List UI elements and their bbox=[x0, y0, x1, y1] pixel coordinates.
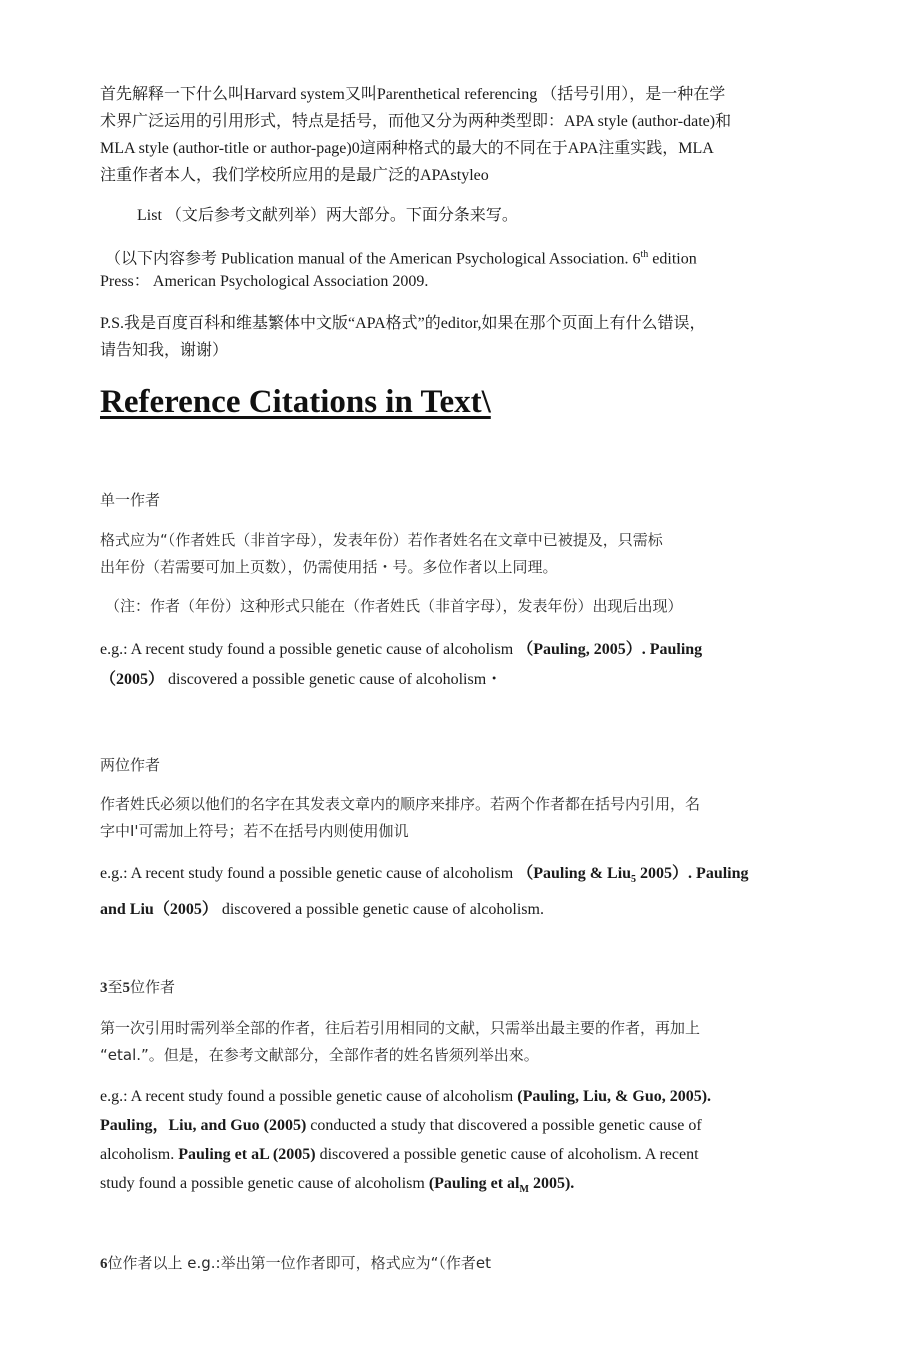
text-span: （以下内容参考 Publication manual of the American Psychological Association. 6 bbox=[105, 250, 641, 268]
superscript: th bbox=[640, 249, 649, 260]
text-line bbox=[100, 1140, 820, 1169]
text-line: 第一次引用时需列举全部的作者，往后若引用相同的文献，只需举出最主要的作者，再加上 bbox=[100, 1019, 701, 1037]
text-line bbox=[100, 895, 830, 925]
text-line bbox=[100, 665, 820, 695]
citation bbox=[517, 865, 749, 886]
single-author-note: （注：作者（年份）这种形式只能在（作者姓氏（非首字母），发表年份）出现后出现） bbox=[105, 597, 683, 615]
text-span: discovered a possible genetic cause of alcoholism. A recent bbox=[319, 1146, 699, 1163]
text-line bbox=[100, 635, 820, 665]
subscript: 5 bbox=[631, 874, 637, 886]
text-span: 3 bbox=[100, 980, 108, 996]
citation bbox=[428, 1175, 575, 1196]
text-line: 首先解释一下什么叫Harvard system又叫Parenthetical referencing （括号引用），是一种在学 bbox=[100, 86, 726, 103]
text-span: 位作者以上 e.g.:举出第一位作者即可，格式应为“（作者et bbox=[107, 1254, 491, 1272]
text-span: 2005）. Pauling bbox=[636, 865, 749, 882]
section-title-two-authors: 两位作者 bbox=[100, 756, 161, 774]
text-span: 位作者 bbox=[130, 978, 176, 996]
text-line bbox=[100, 1111, 820, 1140]
text-span: e.g.: A recent study found a possible genetic cause of alcoholism bbox=[100, 641, 514, 658]
text-line bbox=[100, 859, 830, 895]
text-span: e.g.: A recent study found a possible genetic cause of alcoholism bbox=[100, 1088, 514, 1105]
text-span: discovered a possible genetic cause of alcoholism・ bbox=[168, 671, 503, 688]
text-line: 作者姓氏必须以他们的名字在其发表文章内的顺序来排序。若两个作者都在括号内引用，名 bbox=[100, 795, 701, 813]
text-line: 术界广泛运用的引用形式，特点是括号，而他又分为两种类型即：APA style (author-date)和 bbox=[100, 113, 732, 130]
text-line: 出年份（若需要可加上页数），仍需使用括・号。多位作者以上同理。 bbox=[100, 558, 558, 576]
citation: Pauling，Liu, and Guo (2005) bbox=[100, 1117, 307, 1134]
text-span: alcoholism. bbox=[100, 1146, 175, 1163]
citation: （2005） bbox=[100, 671, 165, 688]
three-to-five-example bbox=[100, 1082, 820, 1204]
text-span: 2005). bbox=[528, 1175, 575, 1192]
two-authors-example bbox=[100, 859, 830, 925]
citation: (Pauling, Liu, & Guo, 2005). bbox=[517, 1088, 712, 1105]
text-span: e.g.: A recent study found a possible genetic cause of alcoholism bbox=[100, 865, 514, 882]
intro-paragraph bbox=[100, 81, 820, 189]
text-span: 至 bbox=[107, 978, 123, 996]
text-span: edition bbox=[648, 250, 697, 268]
three-to-five-description bbox=[100, 1015, 820, 1069]
subscript: M bbox=[519, 1184, 529, 1196]
text-line: 格式应为“（作者姓氏（非首字母），发表年份）若作者姓名在文章中已被提及，只需标 bbox=[100, 531, 663, 549]
single-author-description bbox=[100, 527, 820, 581]
section-title-single-author: 单一作者 bbox=[100, 491, 161, 509]
ps-paragraph bbox=[100, 310, 820, 364]
text-line: “etal.”。但是，在参考文献部分，全部作者的姓名皆须列举出來。 bbox=[100, 1046, 539, 1064]
text-span: conducted a study that discovered a possible genetic cause of bbox=[310, 1117, 702, 1134]
citation: Pauling et aL (2005) bbox=[178, 1146, 316, 1163]
text-span: 5 bbox=[122, 980, 131, 996]
citation: （Pauling, 2005）. Pauling bbox=[517, 641, 703, 658]
text-line: P.S.我是百度百科和维基繁体中文版“APA格式”的editor,如果在那个页面上有什么错误， bbox=[100, 315, 706, 332]
text-line: 请告知我，谢谢） bbox=[100, 342, 229, 359]
text-line: 注重作者本人，我们学校所应用的是最广泛的APAstyleo bbox=[100, 167, 489, 184]
text-span: study found a possible genetic cause of alcoholism bbox=[100, 1175, 425, 1192]
single-author-example bbox=[100, 635, 820, 695]
text-line bbox=[100, 1169, 820, 1204]
text-line bbox=[100, 1082, 820, 1111]
page-title: Reference Citations in Text\ bbox=[100, 384, 491, 420]
text-line: MLA style (author-title or author-page)0這兩种格式的最大的不同在于APA注重实践，MLA bbox=[100, 140, 714, 157]
section-title-three-to-five-authors bbox=[100, 974, 820, 1002]
text-span: （Pauling & Liu bbox=[517, 865, 632, 882]
list-paragraph: List （文后参考文献列举）两大部分。下面分条来写。 bbox=[137, 207, 518, 224]
two-authors-description bbox=[100, 791, 820, 845]
text-line: Press： American Psychological Association 2009. bbox=[100, 273, 429, 290]
text-span: 6 bbox=[100, 1256, 108, 1272]
text-span: (Pauling et al bbox=[428, 1175, 520, 1192]
text-line: 字中I'可需加上符号；若不在括号内则使用伽讥 bbox=[100, 822, 409, 840]
text-span: discovered a possible genetic cause of alcoholism. bbox=[221, 901, 544, 919]
section-title-six-plus-authors bbox=[100, 1250, 820, 1278]
citation: and Liu（2005） bbox=[100, 901, 218, 919]
